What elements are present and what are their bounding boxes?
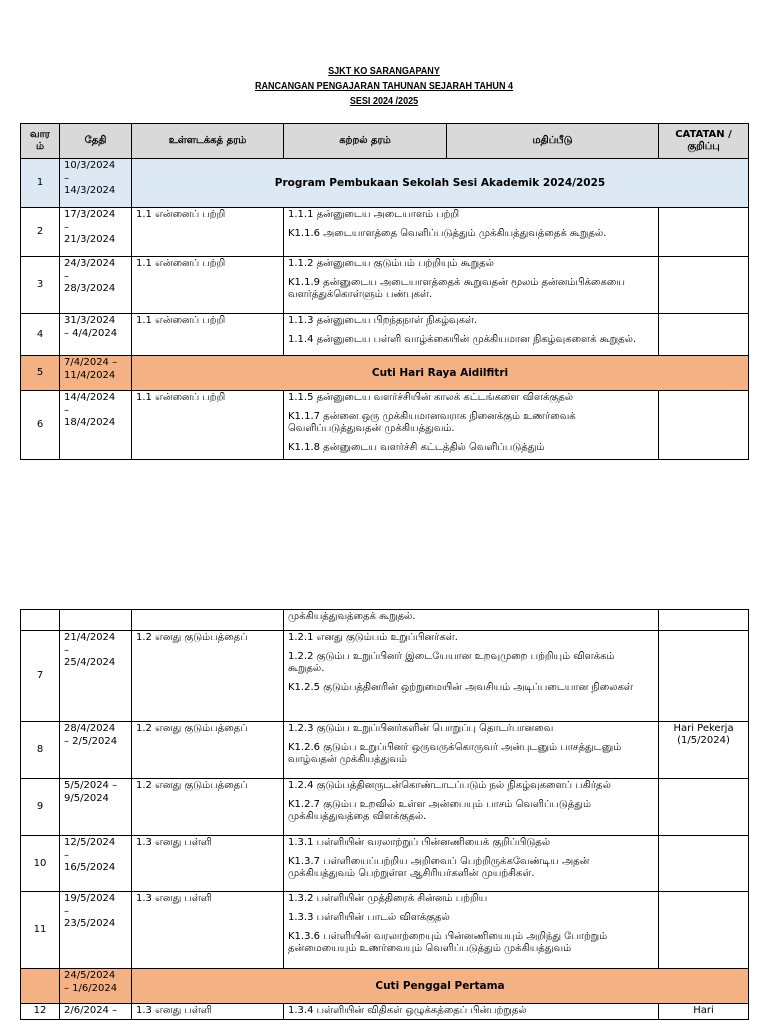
content-standard-cell: 1.2 எனது குடும்பத்தைப் [132,779,284,836]
date-line: – [64,221,69,233]
notes-cell [659,208,749,257]
week-cell: 1 [21,159,60,208]
learning-standard-item: 1.3.4 பள்ளியின் விதிகள் ஒழுக்கத்தைப் பின்பற்றுதல் [288,1005,527,1016]
document-header [0,64,768,109]
table-row [21,356,749,391]
date-line: 31/3/2024 [64,315,116,326]
table-header-row [21,124,749,159]
week-cell [21,969,60,1004]
learning-standard-item: K1.3.6 பள்ளியின் வரலாற்றையும் பின்னணியையும் அறிந்து போற்றும் தன்மையையும் உணர்வையும் வெளிப்படுத்தும் முக்கியத்துவம் [288,931,608,954]
date-cell [60,1004,132,1020]
session-label: SESI 2024 /2025 [349,95,419,107]
learning-standard-item: K1.2.7 குடும்ப உறவில் உள்ள அன்பையும் பாசம் வெளிப்படுத்தும் முக்கியத்துவத்தை விளக்குதல். [288,799,592,822]
table-row [21,159,749,208]
date-line: 21/3/2024 [64,234,116,245]
week-cell: 6 [21,391,60,460]
learning-standard-item: K1.1.9 தன்னுடைய அடையாளத்தைக் கூறுவதன் மூலம் தன்னம்பிக்கையை வளர்த்துக்கொள்ளும் பண்புகள். [288,277,625,300]
learning-standard-item: 1.1.3 தன்னுடைய பிறந்தநாள் நிகழ்வுகள். [288,315,478,326]
week-cell: 5 [21,356,60,391]
notes-cell [659,779,749,836]
notes-cell: Hari Pekerja (1/5/2024) [659,722,749,779]
week-cell: 3 [21,257,60,314]
date-line: 11/4/2024 [64,369,116,381]
learning-standard-cell [284,1004,659,1020]
notes-cell [659,836,749,892]
date-cell [60,722,132,779]
learning-standard-item: 1.3.2 பள்ளியின் முத்திரைக் சின்னம் பற்றிய [288,893,488,904]
date-line: 17/3/2024 [64,209,116,220]
event-banner: Cuti Hari Raya Aidilfitri [132,356,749,391]
date-line: 18/4/2024 [64,417,116,428]
week-cell: 4 [21,314,60,356]
table-row [21,892,749,969]
learning-standard-cell [284,722,659,779]
content-standard-cell: 1.1 என்னைப் பற்றி [132,257,284,314]
yearly-plan-table-part2 [20,609,749,1020]
notes-cell [659,610,749,631]
table-row [21,836,749,892]
date-line: 10/3/2024 [64,160,116,171]
learning-standard-item: 1.1.4 தன்னுடைய பள்ளி வாழ்க்கையின் முக்கியமான நிகழ்வுகளைக் கூறுதல். [288,334,637,345]
date-line: – [64,644,69,656]
learning-standard-item: முக்கியத்துவத்தைக் கூறுதல். [288,611,416,622]
date-line: 21/4/2024 [64,632,116,643]
col-header-assessment: மதிப்பீடு [447,124,659,159]
learning-standard-cell [284,631,659,722]
date-line: 7/4/2024 – [64,357,118,368]
table-row [21,208,749,257]
date-cell [60,892,132,969]
date-cell [60,969,132,1004]
content-standard-cell: 1.1 என்னைப் பற்றி [132,208,284,257]
date-line: 24/5/2024 [64,970,116,981]
date-line: – 4/4/2024 [64,327,118,339]
date-line: 19/5/2024 [64,893,116,904]
event-banner: Cuti Penggal Pertama [132,969,749,1004]
learning-standard-item: K1.1.8 தன்னுடைய வளர்ச்சி கட்டத்தில் வெளிப்படுத்தும் [288,442,545,453]
table-row [21,1004,749,1020]
date-line: – [64,905,69,917]
date-line: 23/5/2024 [64,918,116,929]
learning-standard-cell [284,779,659,836]
date-line: 28/3/2024 [64,283,116,294]
week-cell: 2 [21,208,60,257]
content-standard-cell: 1.1 என்னைப் பற்றி [132,314,284,356]
learning-standard-item: 1.2.1 எனது குடும்பம் உறுப்பினர்கள். [288,632,458,643]
week-cell: 9 [21,779,60,836]
table-row [21,969,749,1004]
notes-cell [659,314,749,356]
learning-standard-item: K1.2.6 குடும்ப உறுப்பினர் ஒருவருக்கொருவர் அன்புடனும் பாசத்துடனும் வாழ்வதன் முக்கியத்துவம் [288,742,622,765]
table-row [21,631,749,722]
content-standard-cell: 1.3 எனது பள்ளி [132,1004,284,1020]
learning-standard-item: 1.2.4 குடும்பத்தினருடன்கொண்டாடப்படும் நல் நிகழ்வுகளைப் பகிர்தல் [288,780,611,791]
date-cell [60,836,132,892]
learning-standard-item: 1.2.2 குடும்ப உறுப்பினர் இடையேயான உறவுமுறை பற்றியும் விளக்கம் கூறுதல். [288,651,615,674]
notes-cell [659,391,749,460]
date-line: 25/4/2024 [64,657,116,668]
notes-cell: Hari [659,1004,749,1020]
learning-standard-item: 1.1.1 தன்னுடைய அடையாளம் பற்றி [288,209,460,220]
date-cell [60,356,132,391]
table-row [21,779,749,836]
col-header-date: தேதி [60,124,132,159]
table-row [21,391,749,460]
date-line: 16/5/2024 [64,862,116,873]
date-cell [60,257,132,314]
learning-standard-item: K1.1.6 அடையாளத்தை வெளிப்படுத்தும் முக்கியத்துவத்தைக் கூறுதல். [288,228,607,239]
learning-standard-item: 1.1.5 தன்னுடைய வளர்ச்சியின் காலக் கட்டங்களை விளக்குதல் [288,392,574,403]
learning-standard-item: 1.2.3 குடும்ப உறுப்பினர்களின் பொறுப்பு தொடர்பானவை [288,723,554,734]
date-cell [60,208,132,257]
content-standard-cell: 1.1 என்னைப் பற்றி [132,391,284,460]
date-cell [60,610,132,631]
learning-standard-cell [284,836,659,892]
date-cell [60,779,132,836]
table-row [21,314,749,356]
date-line: – [64,849,69,861]
table-row [21,610,749,631]
event-banner: Program Pembukaan Sekolah Sesi Akademik 2024/2025 [132,159,749,208]
learning-standard-cell [284,892,659,969]
date-line: – [64,404,69,416]
content-standard-cell: 1.2 எனது குடும்பத்தைப் [132,631,284,722]
table-row [21,257,749,314]
learning-standard-cell [284,314,659,356]
date-line: 9/5/2024 [64,792,109,804]
notes-cell [659,631,749,722]
content-standard-cell: 1.2 எனது குடும்பத்தைப் [132,722,284,779]
learning-standard-cell [284,391,659,460]
week-cell: 10 [21,836,60,892]
date-cell [60,631,132,722]
learning-standard-item: 1.3.3 பள்ளியின் பாடல் விளக்குதல் [288,912,450,923]
week-cell [21,610,60,631]
date-line: – [64,270,69,282]
date-cell [60,391,132,460]
learning-standard-item: K1.3.7 பள்ளியைப்பற்றிய அறிவைப் பெற்றிருக்கவேண்டிய அதன் முக்கியத்துவம் பெற்றுள்ள ஆசிரியர்களின் முயற்சிகள். [288,856,590,879]
notes-cell [659,892,749,969]
date-line: – 2/5/2024 [64,735,118,747]
learning-standard-item: K1.1.7 தன்னை ஒரு முக்கியமானவராக நினைக்கும் உணர்வைக் வெளிப்படுத்துவதன் முக்கியத்துவம். [288,411,576,434]
learning-standard-cell [284,610,659,631]
date-line: – 1/6/2024 [64,982,118,994]
col-header-content-standard: உள்ளடக்கத் தரம் [132,124,284,159]
learning-standard-item: K1.2.5 குடும்பத்தினரின் ஒற்றுமையின் அவசியம் அடிப்படையான நிலைகள் [288,682,633,693]
col-header-notes: CATATAN /குறிப்பு [659,124,749,159]
date-line: 14/4/2024 [64,392,116,403]
plan-title: RANCANGAN PENGAJARAN TAHUNAN SEJARAH TAHUN 4 [254,80,514,92]
yearly-plan-table-part1 [20,123,749,460]
date-cell [60,159,132,208]
col-header-learning-standard: கற்றல் தரம் [284,124,447,159]
learning-standard-item: 1.1.2 தன்னுடைய குடும்பம் பற்றியும் கூறுதல் [288,258,494,269]
week-cell: 8 [21,722,60,779]
content-standard-cell: 1.3 எனது பள்ளி [132,836,284,892]
date-line: 28/4/2024 [64,723,116,734]
week-cell: 7 [21,631,60,722]
date-line: 12/5/2024 [64,837,116,848]
date-line: – [64,172,69,184]
learning-standard-cell [284,208,659,257]
week-cell: 12 [21,1004,60,1020]
table-row [21,722,749,779]
content-standard-cell [132,610,284,631]
learning-standard-item: 1.3.1 பள்ளியின் வரலாற்றுப் பின்னணியைக் குறிப்பிடுதல் [288,837,551,848]
col-header-week: வார ம் [21,124,60,159]
date-cell [60,314,132,356]
week-cell: 11 [21,892,60,969]
date-line: 2/6/2024 – [64,1005,118,1016]
date-line: 5/5/2024 – [64,780,118,791]
notes-cell [659,257,749,314]
content-standard-cell: 1.3 எனது பள்ளி [132,892,284,969]
date-line: 14/3/2024 [64,185,116,196]
date-line: 24/3/2024 [64,258,116,269]
learning-standard-cell [284,257,659,314]
school-name: SJKT KO SARANGAPANY [328,65,440,77]
